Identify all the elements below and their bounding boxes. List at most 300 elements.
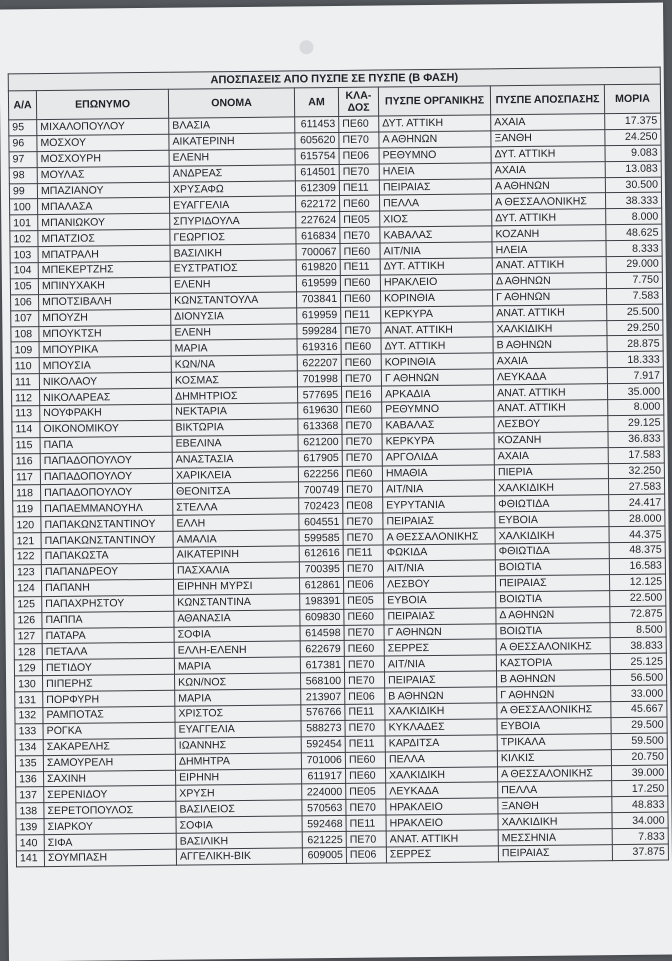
cell-origin-office: ΑΝΑΤ. ΑΤΤΙΚΗ <box>381 321 493 338</box>
cell-destination-office: ΑΧΑΙΑ <box>494 447 608 464</box>
cell-first-name: ΜΑΡΙΑ <box>174 657 300 674</box>
cell-surname: ΣΑΚΑΡΕΛΗΣ <box>43 738 175 755</box>
cell-points: 29.000 <box>606 256 662 272</box>
cell-registry-number: 622679 <box>300 641 344 657</box>
cell-specialty: ΠΕ70 <box>344 656 384 672</box>
cell-registry-number: 703841 <box>297 291 341 307</box>
cell-origin-office: ΚΑΡΔΙΤΣΑ <box>385 735 497 752</box>
cell-row-number: 137 <box>16 787 44 803</box>
cell-origin-office: ΛΕΣΒΟΥ <box>383 576 495 593</box>
cell-origin-office: ΧΑΛΚΙΔΙΚΗ <box>385 766 497 783</box>
cell-specialty: ΠΕ60 <box>344 640 384 656</box>
cell-registry-number: 609005 <box>302 847 346 863</box>
cell-specialty: ΠΕ70 <box>346 799 386 815</box>
cell-row-number: 107 <box>11 310 39 326</box>
cell-surname: ΠΑΠΑΧΡΗΣΤΟΥ <box>42 595 174 612</box>
cell-row-number: 115 <box>12 437 40 453</box>
cell-surname: ΠΑΠΑ <box>40 436 172 453</box>
cell-registry-number: 622256 <box>298 466 342 482</box>
cell-registry-number: 227624 <box>296 212 340 228</box>
cell-specialty: ΠΕ11 <box>341 307 381 323</box>
cell-first-name: ΕΙΡΗΝΗ <box>176 768 302 785</box>
cell-destination-office: Γ ΑΘΗΝΩΝ <box>492 288 606 305</box>
cell-registry-number: 614501 <box>295 164 339 180</box>
cell-origin-office: ΑΙΤ/ΝΙΑ <box>384 655 496 672</box>
cell-specialty: ΠΕ60 <box>340 243 380 259</box>
cell-points: 9.083 <box>605 145 661 161</box>
cell-surname: ΜΠΟΤΣΙΒΑΛΗ <box>39 293 171 310</box>
punch-hole <box>299 40 313 54</box>
cell-first-name: ΕΛΛΗ <box>173 514 299 531</box>
cell-destination-office: ΑΝΑΤ. ΑΤΤΙΚΗ <box>492 257 606 274</box>
cell-specialty: ΠΕ06 <box>339 148 379 164</box>
col-header-am: ΑΜ <box>294 87 338 116</box>
cell-points: 39.000 <box>611 765 667 781</box>
cell-origin-office: ΔΥΤ. ΑΤΤΙΚΗ <box>380 258 492 275</box>
cell-first-name: ΧΡΥΣΗ <box>176 784 302 801</box>
cell-destination-office: ΔΥΤ. ΑΤΤΙΚΗ <box>491 145 605 162</box>
col-header-points: ΜΟΡΙΑ <box>604 84 660 114</box>
cell-destination-office: ΦΘΙΩΤΙΔΑ <box>495 543 609 560</box>
cell-row-number: 109 <box>11 342 39 358</box>
cell-surname: ΠΑΠΑΔΟΠΟΥΛΟΥ <box>41 484 173 501</box>
table-body <box>9 113 669 867</box>
cell-surname: ΠΟΡΦΥΡΗ <box>43 690 175 707</box>
cell-specialty: ΠΕ06 <box>346 847 386 863</box>
cell-first-name: ΣΟΦΙΑ <box>176 816 302 833</box>
cell-origin-office: ΧΙΟΣ <box>380 210 492 227</box>
cell-row-number: 97 <box>9 151 37 167</box>
cell-origin-office: Γ ΑΘΗΝΩΝ <box>384 623 496 640</box>
cell-row-number: 98 <box>9 167 37 183</box>
cell-specialty: ΠΕ60 <box>339 116 379 132</box>
cell-specialty: ΠΕ60 <box>341 338 381 354</box>
cell-specialty: ΠΕ16 <box>342 386 382 402</box>
cell-origin-office: ΗΡΑΚΛΕΙΟ <box>386 814 498 831</box>
cell-first-name: ΧΡΥΣΑΦΩ <box>169 180 295 197</box>
cell-destination-office: ΧΑΛΚΙΔΙΚΗ <box>498 813 612 830</box>
cell-origin-office: ΚΥΚΛΑΔΕΣ <box>385 719 497 736</box>
cell-first-name: ΔΗΜΗΤΡΙΟΣ <box>172 387 298 404</box>
cell-points: 8.333 <box>606 240 662 256</box>
cell-surname: ΜΠΑΝΙΩΚΟΥ <box>38 214 170 231</box>
cell-destination-office: ΑΧΑΙΑ <box>491 114 605 131</box>
cell-specialty: ΠΕ11 <box>340 259 380 275</box>
cell-surname: ΜΠΑΤΡΑΛΗ <box>38 245 170 262</box>
cell-row-number: 123 <box>13 565 41 581</box>
cell-registry-number: 619599 <box>296 275 340 291</box>
cell-specialty: ΠΕ06 <box>345 688 385 704</box>
cell-first-name: ΑΘΑΝΑΣΙΑ <box>174 609 300 626</box>
cell-row-number: 141 <box>16 851 44 867</box>
cell-registry-number: 700749 <box>299 482 343 498</box>
cell-surname: ΠΑΤΑΡΑ <box>42 627 174 644</box>
cell-surname: ΜΠΟΥΖΗ <box>39 309 171 326</box>
cell-origin-office: ΕΥΡΥΤΑΝΙΑ <box>383 496 495 513</box>
cell-surname: ΜΠΕΚΕΡΤΖΗΣ <box>38 261 170 278</box>
cell-specialty: ΠΕ05 <box>340 211 380 227</box>
cell-surname: ΣΙΑΡΚΟΥ <box>44 817 176 834</box>
cell-row-number: 121 <box>13 533 41 549</box>
cell-first-name: ΚΩΝ/ΝΟΣ <box>175 673 301 690</box>
cell-registry-number: 700067 <box>296 244 340 260</box>
cell-destination-office: ΚΑΣΤΟΡΙΑ <box>496 654 610 671</box>
cell-registry-number: 213907 <box>301 688 345 704</box>
cell-points: 37.875 <box>612 844 668 860</box>
cell-points: 27.583 <box>608 479 664 495</box>
cell-origin-office: ΗΡΑΚΛΕΙΟ <box>386 798 498 815</box>
cell-points: 25.125 <box>610 653 666 669</box>
cell-specialty: ΠΕ70 <box>341 370 381 386</box>
cell-specialty: ΠΕ60 <box>344 609 384 625</box>
cell-surname: ΠΑΠΑΝΔΡΕΟΥ <box>41 563 173 580</box>
cell-registry-number: 701006 <box>301 752 345 768</box>
placements-table <box>8 67 669 868</box>
cell-surname: ΠΕΤΙΔΟΥ <box>42 658 174 675</box>
cell-destination-office: ΒΟΙΩΤΙΑ <box>496 622 610 639</box>
cell-first-name: ΚΩΝ/ΝΑ <box>171 355 297 372</box>
cell-surname: ΠΑΠΑΕΜΜΑΝΟΥΗΛ <box>41 500 173 517</box>
cell-row-number: 116 <box>12 453 40 469</box>
cell-surname: ΣΟΥΜΠΑΣΗ <box>44 849 176 866</box>
cell-specialty: ΠΕ06 <box>343 577 383 593</box>
cell-destination-office: Α ΘΕΣΣΑΛΟΝΙΚΗΣ <box>497 765 611 782</box>
cell-registry-number: 622172 <box>296 196 340 212</box>
cell-origin-office: ΗΜΑΘΙΑ <box>382 464 494 481</box>
cell-first-name: ΕΛΛΗ-ΕΛΕΝΗ <box>174 641 300 658</box>
cell-origin-office: ΣΕΡΡΕΣ <box>384 639 496 656</box>
cell-origin-office: Γ ΑΘΗΝΩΝ <box>381 369 493 386</box>
cell-surname: ΣΕΡΕΝΙΔΟΥ <box>44 786 176 803</box>
cell-row-number: 124 <box>14 580 42 596</box>
cell-row-number: 125 <box>14 596 42 612</box>
cell-row-number: 140 <box>16 835 44 851</box>
cell-first-name: ΔΙΟΝΥΣΙΑ <box>171 308 297 325</box>
cell-specialty: ΠΕ11 <box>339 180 379 196</box>
cell-registry-number: 599284 <box>297 323 341 339</box>
cell-points: 32.250 <box>608 463 664 479</box>
cell-specialty: ΠΕ70 <box>342 434 382 450</box>
cell-first-name: ΓΕΩΡΓΙΟΣ <box>170 228 296 245</box>
cell-destination-office: ΜΕΣΣΗΝΙΑ <box>498 829 612 846</box>
cell-first-name: ΚΩΝΣΤΑΝΤΙΝΑ <box>174 594 300 611</box>
cell-row-number: 132 <box>15 708 43 724</box>
cell-origin-office: ΑΡΓΟΛΙΔΑ <box>382 449 494 466</box>
cell-surname: ΠΙΠΕΡΗΣ <box>43 674 175 691</box>
cell-destination-office: ΕΥΒΟΙΑ <box>495 511 609 528</box>
cell-specialty: ΠΕ70 <box>339 164 379 180</box>
cell-registry-number: 613368 <box>298 418 342 434</box>
cell-first-name: ΕΛΕΝΗ <box>170 276 296 293</box>
cell-surname: ΜΠΟΥΣΙΑ <box>39 357 171 374</box>
cell-origin-office: ΠΕΙΡΑΙΑΣ <box>379 178 491 195</box>
cell-specialty: ΠΕ60 <box>345 768 385 784</box>
cell-first-name: ΒΑΣΙΛΕΙΟΣ <box>176 800 302 817</box>
cell-specialty: ΠΕ70 <box>344 625 384 641</box>
cell-surname: ΜΟΣΧΟΥ <box>37 134 169 151</box>
cell-origin-office: ΑΡΚΑΔΙΑ <box>381 385 493 402</box>
cell-registry-number: 621225 <box>302 831 346 847</box>
cell-row-number: 127 <box>14 628 42 644</box>
cell-origin-office: ΑΙΤ/ΝΙΑ <box>383 560 495 577</box>
cell-registry-number: 570563 <box>302 800 346 816</box>
cell-first-name: ΕΒΕΛΙΝΑ <box>172 435 298 452</box>
cell-origin-office: ΚΟΡΙΝΘΙΑ <box>381 353 493 370</box>
cell-points: 8.000 <box>606 208 662 224</box>
cell-points: 56.500 <box>610 669 666 685</box>
cell-surname: ΜΙΧΑΛΟΠΟΥΛΟΥ <box>37 118 169 135</box>
cell-destination-office: ΕΥΒΟΙΑ <box>497 717 611 734</box>
cell-first-name: ΑΓΓΕΛΙΚΗ-ΒΙΚ <box>176 848 302 865</box>
cell-surname: ΜΠΟΥΡΙΚΑ <box>39 341 171 358</box>
cell-points: 36.833 <box>608 431 664 447</box>
cell-points: 7.583 <box>606 288 662 304</box>
cell-specialty: ΠΕ70 <box>340 227 380 243</box>
cell-surname: ΜΟΥΛΑΣ <box>37 166 169 183</box>
col-header-name: ΟΝΟΜΑ <box>168 88 294 118</box>
cell-points: 48.375 <box>609 542 665 558</box>
cell-origin-office: ΚΟΡΙΝΘΙΑ <box>381 290 493 307</box>
cell-registry-number: 615754 <box>295 148 339 164</box>
cell-surname: ΜΠΑΖΙΑΝΟΥ <box>37 182 169 199</box>
cell-registry-number: 619630 <box>298 402 342 418</box>
cell-destination-office: ΑΝΑΤ. ΑΤΤΙΚΗ <box>493 304 607 321</box>
cell-origin-office: ΚΑΒΑΛΑΣ <box>380 226 492 243</box>
cell-registry-number: 592468 <box>302 816 346 832</box>
cell-row-number: 136 <box>16 771 44 787</box>
cell-destination-office: ΠΙΕΡΙΑ <box>494 463 608 480</box>
cell-row-number: 138 <box>16 803 44 819</box>
cell-points: 28.000 <box>609 510 665 526</box>
cell-points: 17.583 <box>608 447 664 463</box>
table-title: ΑΠΟΣΠΑΣΕΙΣ ΑΠΟ ΠΥΣΠΕ ΣΕ ΠΥΣΠΕ (Β ΦΑΣΗ) <box>8 67 660 91</box>
cell-registry-number: 609830 <box>300 609 344 625</box>
cell-row-number: 95 <box>9 120 37 136</box>
cell-destination-office: ΑΧΑΙΑ <box>491 161 605 178</box>
cell-surname: ΝΙΚΟΛΑΡΕΑΣ <box>40 388 172 405</box>
cell-row-number: 100 <box>10 199 38 215</box>
cell-destination-office: Γ ΑΘΗΝΩΝ <box>497 686 611 703</box>
cell-specialty: ΠΕ60 <box>342 402 382 418</box>
cell-first-name: ΔΗΜΗΤΡΑ <box>175 753 301 770</box>
cell-row-number: 113 <box>12 406 40 422</box>
cell-destination-office: Α ΘΕΣΣΑΛΟΝΙΚΗΣ <box>497 702 611 719</box>
cell-points: 35.000 <box>607 383 663 399</box>
cell-specialty: ΠΕ70 <box>341 323 381 339</box>
cell-origin-office: Β ΑΘΗΝΩΝ <box>385 687 497 704</box>
cell-specialty: ΠΕ05 <box>346 783 386 799</box>
cell-destination-office: ΠΕΙΡΑΙΑΣ <box>498 845 612 862</box>
cell-destination-office: ΗΛΕΙΑ <box>492 241 606 258</box>
cell-row-number: 112 <box>12 390 40 406</box>
cell-first-name: ΕΥΑΓΓΕΛΙΑ <box>175 721 301 738</box>
cell-row-number: 103 <box>10 247 38 263</box>
cell-registry-number: 614598 <box>300 625 344 641</box>
cell-first-name: ΜΑΡΙΑ <box>175 689 301 706</box>
cell-points: 13.083 <box>605 161 661 177</box>
cell-row-number: 133 <box>15 723 43 739</box>
cell-origin-office: ΚΑΒΑΛΑΣ <box>382 417 494 434</box>
cell-origin-office: ΑΙΤ/ΝΙΑ <box>382 480 494 497</box>
cell-specialty: ΠΕ60 <box>342 466 382 482</box>
cell-row-number: 99 <box>9 183 37 199</box>
col-header-specialty: ΚΛΑ-ΔΟΣ <box>338 87 378 116</box>
cell-destination-office: ΞΑΝΘΗ <box>498 797 612 814</box>
col-header-aa: Α/Α <box>8 91 36 120</box>
cell-destination-office: Δ ΑΘΗΝΩΝ <box>496 606 610 623</box>
cell-registry-number: 599585 <box>299 530 343 546</box>
cell-destination-office: ΛΕΥΚΑΔΑ <box>493 368 607 385</box>
cell-origin-office: ΕΥΒΟΙΑ <box>384 592 496 609</box>
cell-registry-number: 616834 <box>296 228 340 244</box>
cell-first-name: ΕΥΣΤΡΑΤΙΟΣ <box>170 260 296 277</box>
cell-registry-number: 617381 <box>300 657 344 673</box>
cell-points: 25.500 <box>607 304 663 320</box>
cell-points: 22.500 <box>610 590 666 606</box>
cell-surname: ΠΑΠΑΔΟΠΟΥΛΟΥ <box>40 452 172 469</box>
cell-row-number: 135 <box>15 755 43 771</box>
cell-first-name: ΑΜΑΛΙΑ <box>173 530 299 547</box>
cell-first-name: ΙΩΑΝΝΗΣ <box>175 737 301 754</box>
cell-points: 16.583 <box>609 558 665 574</box>
cell-first-name: ΣΟΦΙΑ <box>174 625 300 642</box>
cell-row-number: 117 <box>12 469 40 485</box>
cell-registry-number: 592454 <box>301 736 345 752</box>
cell-row-number: 139 <box>16 819 44 835</box>
cell-points: 20.750 <box>611 749 667 765</box>
cell-points: 59.500 <box>611 733 667 749</box>
cell-first-name: ΧΑΡΙΚΛΕΙΑ <box>172 466 298 483</box>
cell-surname: ΣΑΜΟΥΡΕΛΗ <box>43 754 175 771</box>
cell-specialty: ΠΕ70 <box>344 672 384 688</box>
cell-origin-office: ΗΛΕΙΑ <box>379 163 491 180</box>
cell-points: 29.500 <box>611 717 667 733</box>
cell-surname: ΜΠΟΥΚΤΣΗ <box>39 325 171 342</box>
cell-registry-number: 619316 <box>297 339 341 355</box>
cell-origin-office: Α ΑΘΗΝΩΝ <box>379 131 491 148</box>
cell-origin-office: ΗΡΑΚΛΕΙΟ <box>380 274 492 291</box>
cell-row-number: 102 <box>10 231 38 247</box>
cell-destination-office: ΚΙΛΚΙΣ <box>497 749 611 766</box>
cell-destination-office: Α ΘΕΣΣΑΛΟΝΙΚΗΣ <box>491 193 605 210</box>
cell-origin-office: ΑΙΤ/ΝΙΑ <box>380 242 492 259</box>
cell-registry-number: 612616 <box>299 545 343 561</box>
cell-destination-office: ΧΑΛΚΙΔΙΚΗ <box>493 320 607 337</box>
cell-first-name: ΚΩΝΣΤΑΝΤΟΥΛΑ <box>171 292 297 309</box>
cell-first-name: ΣΤΕΛΛΑ <box>173 498 299 515</box>
cell-destination-office: ΑΝΑΤ. ΑΤΤΙΚΗ <box>494 400 608 417</box>
cell-registry-number: 577695 <box>298 387 342 403</box>
cell-destination-office: ΚΟΖΑΝΗ <box>494 431 608 448</box>
cell-specialty: ΠΕ70 <box>342 418 382 434</box>
cell-registry-number: 611453 <box>295 116 339 132</box>
cell-surname: ΠΑΠΠΑ <box>42 611 174 628</box>
cell-destination-office: ΒΟΙΩΤΙΑ <box>495 559 609 576</box>
cell-destination-office: ΛΕΣΒΟΥ <box>494 416 608 433</box>
cell-first-name: ΒΙΚΤΩΡΙΑ <box>172 419 298 436</box>
cell-specialty: ΠΕ05 <box>344 593 384 609</box>
cell-registry-number: 621200 <box>298 434 342 450</box>
cell-surname: ΡΟΓΚΑ <box>43 722 175 739</box>
cell-registry-number: 588273 <box>301 720 345 736</box>
cell-registry-number: 612309 <box>295 180 339 196</box>
cell-registry-number: 617905 <box>298 450 342 466</box>
cell-surname: ΣΑΧΙΝΗ <box>44 770 176 787</box>
cell-points: 48.833 <box>612 796 668 812</box>
cell-row-number: 105 <box>10 279 38 295</box>
cell-registry-number: 604551 <box>299 514 343 530</box>
cell-destination-office: ΧΑΛΚΙΔΙΚΗ <box>495 527 609 544</box>
cell-first-name: ΑΝΑΣΤΑΣΙΑ <box>172 451 298 468</box>
cell-first-name: ΑΙΚΑΤΕΡΙΝΗ <box>173 546 299 563</box>
cell-surname: ΣΕΡΕΤΟΠΟΥΛΟΣ <box>44 801 176 818</box>
cell-destination-office: ΠΕΙΡΑΙΑΣ <box>495 574 609 591</box>
cell-points: 7.833 <box>612 828 668 844</box>
cell-specialty: ΠΕ11 <box>346 815 386 831</box>
cell-first-name: ΜΑΡΙΑ <box>171 339 297 356</box>
cell-points: 8.500 <box>610 622 666 638</box>
cell-points: 38.833 <box>610 637 666 653</box>
cell-destination-office: ΑΝΑΤ. ΑΤΤΙΚΗ <box>493 384 607 401</box>
cell-specialty: ΠΕ70 <box>345 720 385 736</box>
cell-points: 38.333 <box>605 193 661 209</box>
cell-points: 28.875 <box>607 336 663 352</box>
cell-surname: ΠΑΠΑΔΟΠΟΥΛΟΥ <box>40 468 172 485</box>
cell-specialty: ΠΕ70 <box>342 481 382 497</box>
cell-destination-office: ΒΟΙΩΤΙΑ <box>496 590 610 607</box>
cell-points: 34.000 <box>612 812 668 828</box>
cell-registry-number: 605620 <box>295 132 339 148</box>
cell-row-number: 111 <box>11 374 39 390</box>
cell-points: 30.500 <box>605 177 661 193</box>
cell-row-number: 104 <box>10 263 38 279</box>
cell-destination-office: Α ΑΘΗΝΩΝ <box>491 177 605 194</box>
cell-destination-office: ΑΧΑΙΑ <box>493 352 607 369</box>
cell-registry-number: 619820 <box>296 259 340 275</box>
cell-specialty: ΠΕ70 <box>343 513 383 529</box>
cell-specialty: ΠΕ11 <box>345 736 385 752</box>
cell-destination-office: ΠΕΛΛΑ <box>498 781 612 798</box>
cell-points: 45.667 <box>611 701 667 717</box>
cell-surname: ΠΑΠΑΚΩΣΤΑ <box>41 547 173 564</box>
cell-row-number: 130 <box>15 676 43 692</box>
cell-registry-number: 576766 <box>301 704 345 720</box>
cell-registry-number: 224000 <box>302 784 346 800</box>
cell-first-name: ΒΛΑΣΙΑ <box>169 117 295 134</box>
cell-destination-office: ΞΑΝΘΗ <box>491 130 605 147</box>
cell-points: 24.250 <box>605 129 661 145</box>
cell-origin-office: ΑΝΑΤ. ΑΤΤΙΚΗ <box>386 830 498 847</box>
cell-origin-office: ΡΕΘΥΜΝΟ <box>379 147 491 164</box>
cell-first-name: ΘΕΟΝΙΤΣΑ <box>173 482 299 499</box>
cell-first-name: ΕΙΡΗΝΗ ΜΥΡΣΙ <box>174 578 300 595</box>
cell-surname: ΝΟΥΦΡΑΚΗ <box>40 404 172 421</box>
cell-points: 29.125 <box>608 415 664 431</box>
cell-points: 29.250 <box>607 320 663 336</box>
cell-first-name: ΚΟΣΜΑΣ <box>171 371 297 388</box>
cell-row-number: 101 <box>10 215 38 231</box>
cell-surname: ΠΑΠΑΝΗ <box>42 579 174 596</box>
cell-specialty: ΠΕ08 <box>343 497 383 513</box>
cell-surname: ΟΙΚΟΝΟΜΙΚΟΥ <box>40 420 172 437</box>
cell-points: 17.375 <box>605 113 661 129</box>
cell-specialty: ΠΕ60 <box>345 752 385 768</box>
cell-origin-office: ΠΕΙΡΑΙΑΣ <box>384 671 496 688</box>
cell-points: 7.750 <box>606 272 662 288</box>
cell-row-number: 126 <box>14 612 42 628</box>
cell-registry-number: 568100 <box>300 673 344 689</box>
cell-registry-number: 198391 <box>300 593 344 609</box>
